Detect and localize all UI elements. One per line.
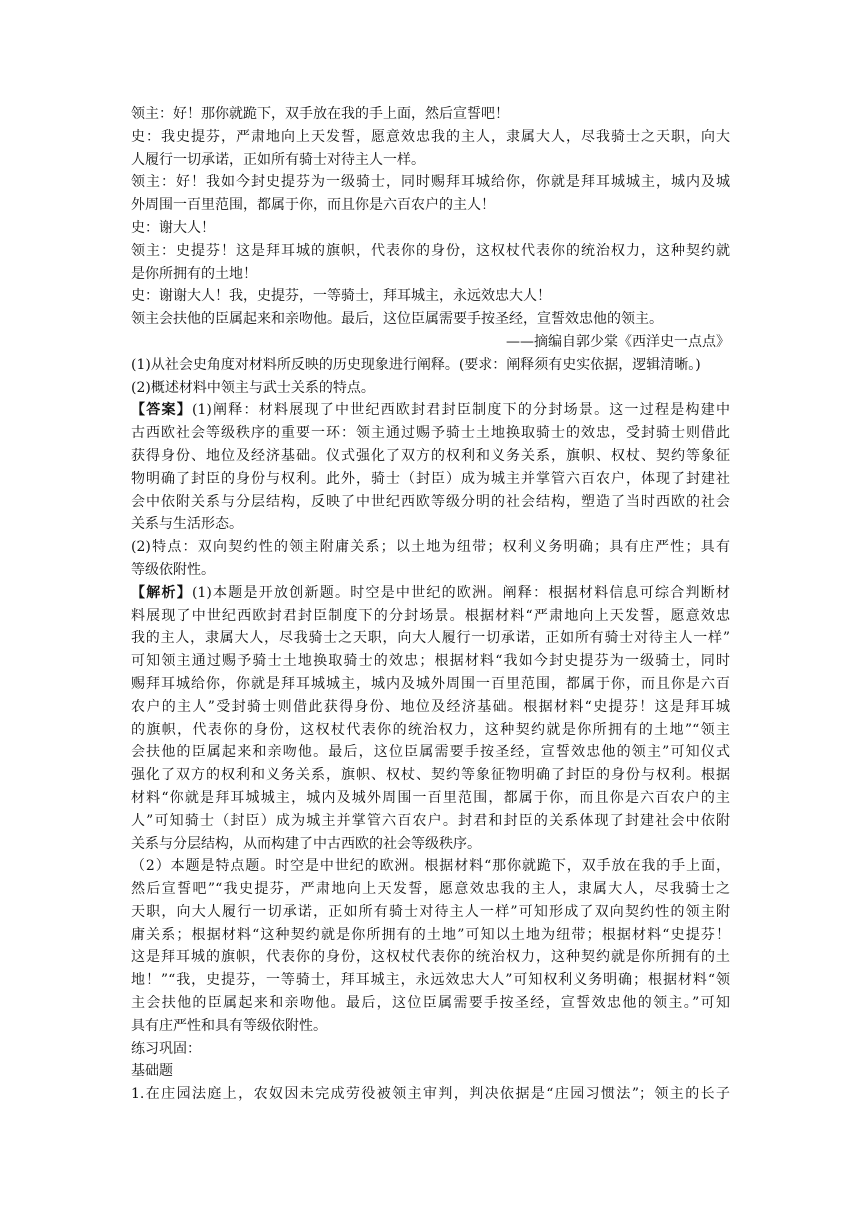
material-line: 领主会扶他的臣属起来和亲吻他。最后，这位臣属需要手按圣经，宣誓效忠他的领主。 [131, 311, 663, 328]
material-line: 领主：好！那你就跪下，双手放在我的手上面，然后宣誓吧！ [131, 106, 509, 122]
analysis-line: 庸关系；根据材料“这种契约就是你所拥有的土地”可知以土地为纽带；根据材料“史提芬！ [131, 926, 730, 943]
analysis-line: 然后宣誓吧”“我史提芬，严肃地向上天发誓，愿意效忠我的主人，隶属大人，尽我骑士之 [131, 881, 730, 898]
question-2: (2)概述材料中领主与武士关系的特点。 [131, 379, 375, 396]
analysis-line: 【解析】(1)本题是开放创新题。时空是中世纪的欧洲。阐释：根据材料信息可综合判断材 [131, 584, 730, 601]
analysis-line: 人”可知骑士（封臣）成为城主并掌管六百农户。封君和封臣的关系体现了封建社会中依附 [131, 812, 730, 829]
material-line: 领主：好！我如今封史提芬为一级骑士，同时赐拜耳城给你，你就是拜耳城城主，城内及城 [131, 174, 730, 191]
analysis-line: 赐拜耳城给你，你就是拜耳城城主，城内及城外周围一百里范围，都属于你，而且你是六百 [131, 675, 730, 692]
analysis-line: 关系与分层结构，从而构建了中古西欧的社会等级秩序。 [131, 835, 481, 852]
analysis-line: 可知领主通过赐予骑士土地换取骑士的效忠；根据材料“我如今封史提芬为一级骑士，同时 [131, 653, 730, 670]
answer-line: 会中依附关系与分层结构，反映了中世纪西欧等级分明的社会结构，塑造了当时西欧的社会 [131, 493, 730, 510]
material-line: 人履行一切承诺，正如所有骑士对待主人一样。 [131, 151, 425, 168]
material-line: 史：谢谢大人！我，史提芬，一等骑士，拜耳城主，永远效忠大人！ [131, 288, 551, 305]
material-source: ——摘编自郭少棠《西洋史一点点》 [506, 333, 730, 350]
analysis-line: 这是拜耳城的旗帜，代表你的身份，这权杖代表你的统治权力，这种契约就是你所拥有的土 [131, 949, 730, 966]
material-line: 是你所拥有的土地！ [131, 265, 257, 282]
analysis-line: 天职，向大人履行一切承诺，正如所有骑士对待主人一样”可知形成了双向契约性的领主附 [131, 903, 730, 920]
analysis-line: 材料“你就是拜耳城城主，城内及城外周围一百里范围，都属于你，而且你是六百农户的主 [131, 789, 730, 806]
question-1: (1)从社会史角度对材料所反映的历史现象进行阐释。(要求：阐释须有史实依据，逻辑清晰。) [131, 356, 701, 373]
analysis-line: 料展现了中世纪西欧封君封臣制度下的分封场景。根据材料“严肃地向上天发誓，愿意效忠 [131, 607, 730, 624]
analysis-line: 我的主人，隶属大人，尽我骑士之天职，向大人履行一切承诺，正如所有骑士对待主人一样” [131, 630, 730, 647]
analysis-line: 会扶他的臣属起来和亲吻他。最后，这位臣属需要手按圣经，宣誓效忠他的领主”可知仪式 [131, 744, 730, 761]
material-line: 史：谢大人！ [131, 219, 215, 236]
material-line: 外周围一百里范围，都属于你，而且你是六百农户的主人！ [131, 197, 495, 214]
analysis-line: 的旗帜，代表你的身份，这权杖代表你的统治权力，这种契约就是你所拥有的土地”“领主 [131, 721, 730, 738]
answer-line: 获得身份、地位及经济基础。仪式强化了双方的权利和义务关系，旗帜、权杖、契约等象征 [131, 447, 730, 464]
answer-line: 【答案】(1)阐释：材料展现了中世纪西欧封君封臣制度下的分封场景。这一过程是构建中 [131, 402, 730, 419]
analysis-line: 农户的主人”受封骑士则借此获得身份、地位及经济基础。根据材料“史提芬！这是拜耳城 [131, 698, 730, 715]
practice-question-1: 1.在庄园法庭上，农奴因未完成劳役被领主审判，判决依据是“庄园习惯法”；领主的长子 [131, 1086, 730, 1103]
practice-heading: 练习巩固： [131, 1040, 201, 1057]
practice-level: 基础题 [131, 1063, 173, 1080]
analysis-line: 强化了双方的权利和义务关系，旗帜、权杖、契约等象征物明确了封臣的身份与权利。根据 [131, 767, 730, 784]
answer-line: 古西欧社会等级秩序的重要一环：领主通过赐予骑士土地换取骑士的效忠，受封骑士则借此 [131, 425, 730, 442]
answer-label: 【答案】 [131, 402, 192, 419]
material-line: 领主：史提芬！这是拜耳城的旗帜，代表你的身份，这权杖代表你的统治权力，这种契约就 [131, 242, 730, 259]
analysis-line: 主会扶他的臣属起来和亲吻他。最后，这位臣属需要手按圣经，宣誓效忠他的领主。”可知 [131, 995, 730, 1012]
analysis-line: 地！”“我，史提芬，一等骑士，拜耳城主，永远效忠大人”可知权利义务明确；根据材料“领 [131, 972, 730, 989]
analysis-line: 具有庄严性和具有等级依附性。 [131, 1017, 327, 1034]
answer-line: (2)特点：双向契约性的领主附庸关系；以土地为纽带；权利义务明确；具有庄严性；具有 [131, 539, 730, 556]
answer-line: 关系与生活形态。 [131, 516, 243, 533]
answer-line: 物明确了封臣的身份与权利。此外，骑士（封臣）成为城主并掌管六百农户，体现了封建社 [131, 470, 730, 487]
document-page [131, 103, 730, 1106]
analysis-label: 【解析】 [131, 584, 192, 601]
answer-line: 等级依附性。 [131, 561, 215, 578]
material-line: 史：我史提芬，严肃地向上天发誓，愿意效忠我的主人，隶属大人，尽我骑士之天职，向大 [131, 128, 730, 145]
analysis-line: （2）本题是特点题。时空是中世纪的欧洲。根据材料“那你就跪下，双手放在我的手上面， [131, 858, 730, 875]
